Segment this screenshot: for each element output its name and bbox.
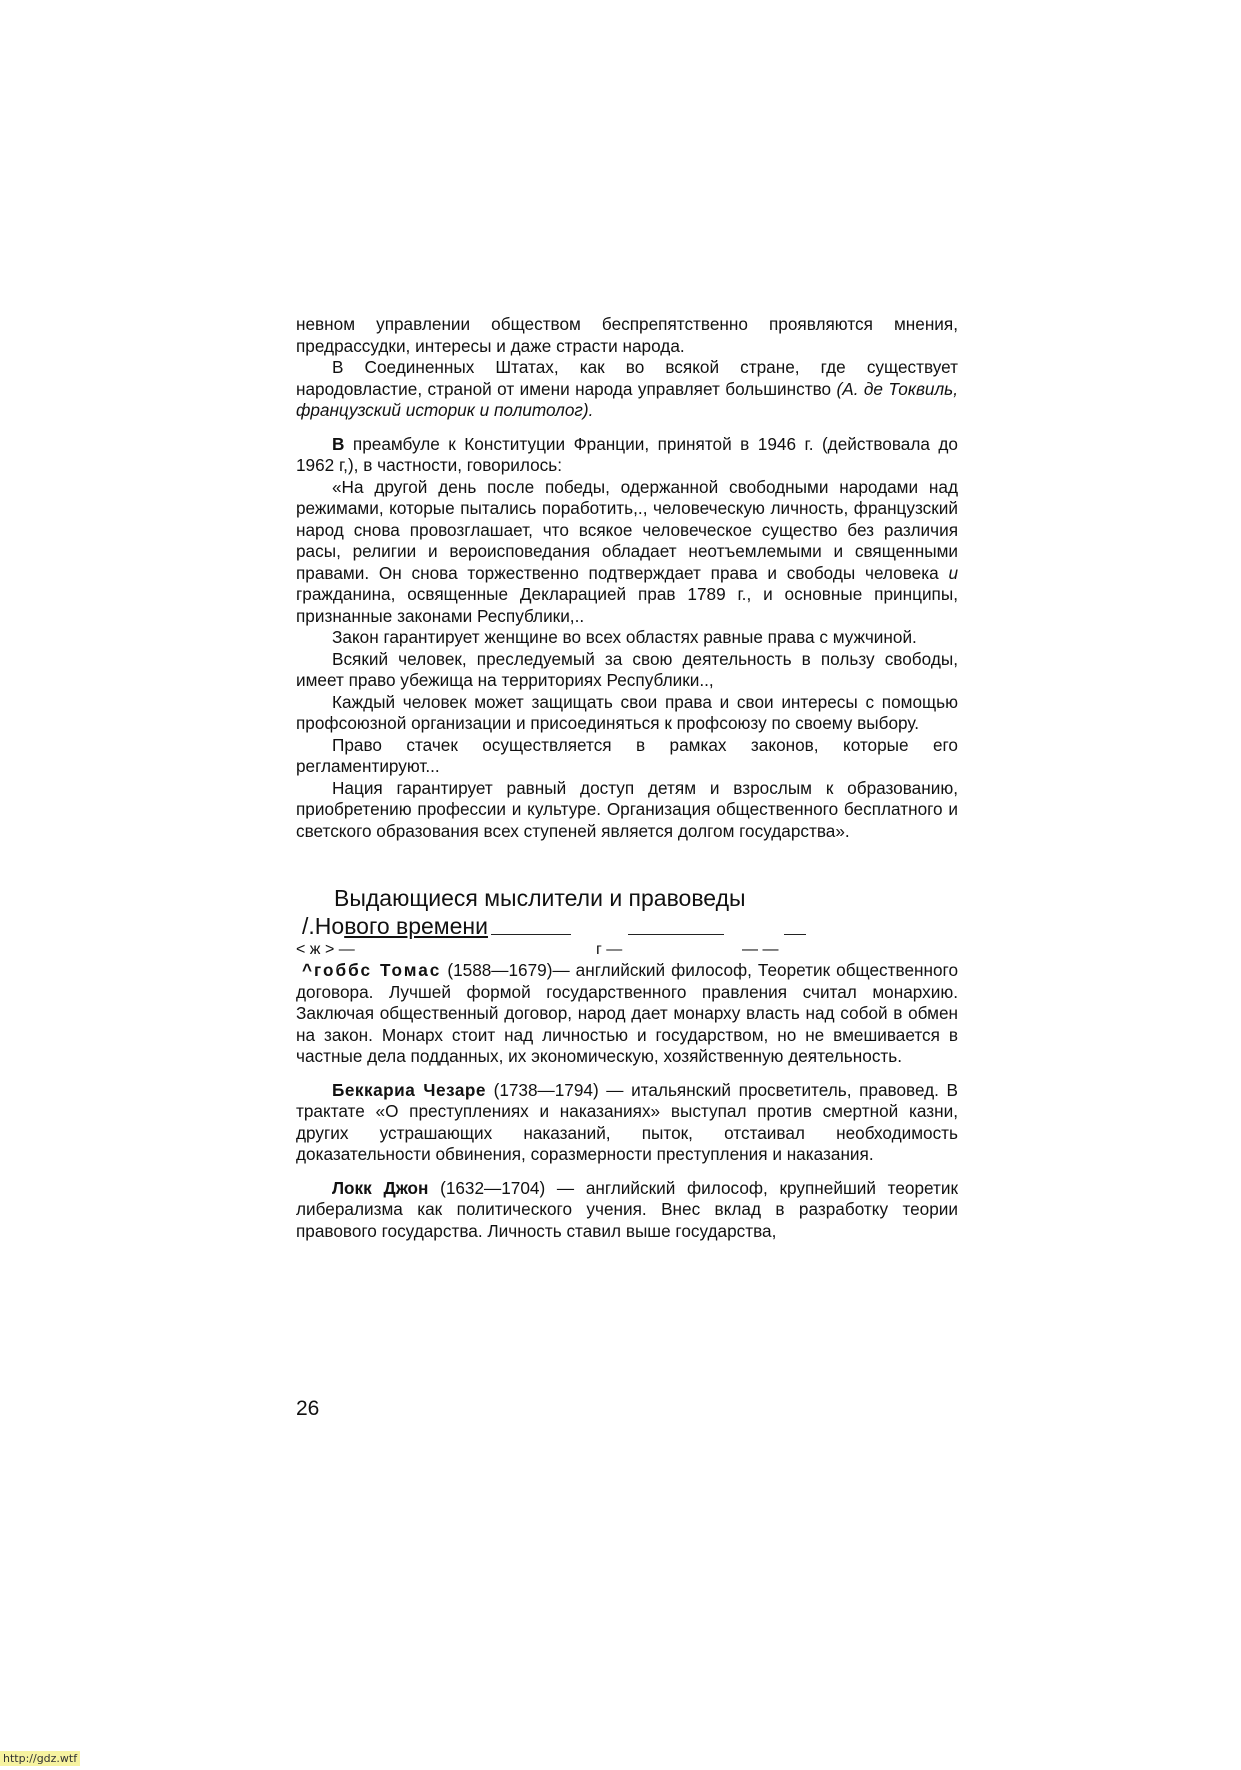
quote-paragraph: Всякий человек, преследуемый за свою деятельность в пользу свободы, имеет право убежища на территориях Республики.., (296, 648, 958, 690)
entry-hobbes: ^гоббс Томас (1588—1679)— английский философ, Теоретик общественного договора. Лучшей формой государственного правления считал монархию. Заключая общественный договор, народ дает монарху власть над собой в обмен на закон. Монарх стоит над личностью и государством, но не вмешивается в частные дела подданных, их экономическую, хозяйственную деятельность. (296, 960, 958, 1066)
quote-paragraph: Право стачек осуществляется в рамках законов, которые его регламентируют... (296, 734, 958, 776)
quote-paragraph: Каждый человек может защищать свои права и свои интересы с помощью профсоюзной организации и присоединяться к профсоюзу по своему выбору. (296, 691, 958, 733)
page-number: 26 (296, 1397, 320, 1420)
ocr-marks: < ж > — г — — — (296, 941, 779, 958)
rule-line (784, 934, 806, 935)
rule-line (628, 934, 724, 935)
entry-locke: Локк Джон (1632—1704) — английский философ, крупнейший теоретик либерализма как политического учения. Внес вклад в разработку теории правового государства. Личность ставил выше государства, (296, 1177, 959, 1241)
section-heading: Выдающиеся мыслители и правоведы /.Нового времени (302, 885, 746, 939)
watermark-link[interactable]: http://gdz.wtf (0, 1751, 80, 1766)
intro-paragraph: невном управлении обществом беспрепятственно проявляются мнения, предрассудки, интересы и даже страсти народа. (296, 314, 958, 356)
quote-paragraph: «На другой день после победы, одержанной свободными народами над режимами, которые пытались поработить,., человеческую личность, французский народ снова провозглашает, что всякое человеческое существо без различия расы, религии и вероисповедания обладает неотъемлемыми и священными правами. Он снова торжественно подтверждает права и свободы человека и гражданина, освященные Декларацией прав 1789 г., и основные принципы, признанные законами Республики,.. (296, 476, 958, 626)
quote-paragraph: Закон гарантирует женщине во всех областях равные права с мужчиной. (332, 627, 917, 647)
entry-beccaria: Беккариа Чезаре (1738—1794) — итальянский просветитель, правовед. В трактате «О преступлениях и наказаниях» выступал против смертной казни, других устрашающих наказаний, пыток, отстаивал необходимость доказательности обвинения, соразмерности преступления и наказания. (296, 1079, 958, 1164)
rule-line (491, 934, 571, 935)
quote-paragraph: Нация гарантирует равный доступ детям и взрослым к образованию, приобретению профессии и культуре. Организация общественного бесплатного и светского образования всех ступеней является долгом государства». (296, 777, 958, 841)
preamble-lead: В преамбуле к Конституции Франции, принятой в 1946 г. (действовала до 1962 г,), в частности, говорилось: (296, 433, 958, 475)
page-body (296, 314, 958, 1242)
tocqueville-paragraph: В Соединенных Штатах, как во всякой стране, где существует народовластие, страной от имени народа управляет большинство (А. де Токвиль, французский историк и политолог). (296, 357, 958, 420)
citation: (А. де Токвиль, французский историк и политолог). (296, 378, 958, 420)
